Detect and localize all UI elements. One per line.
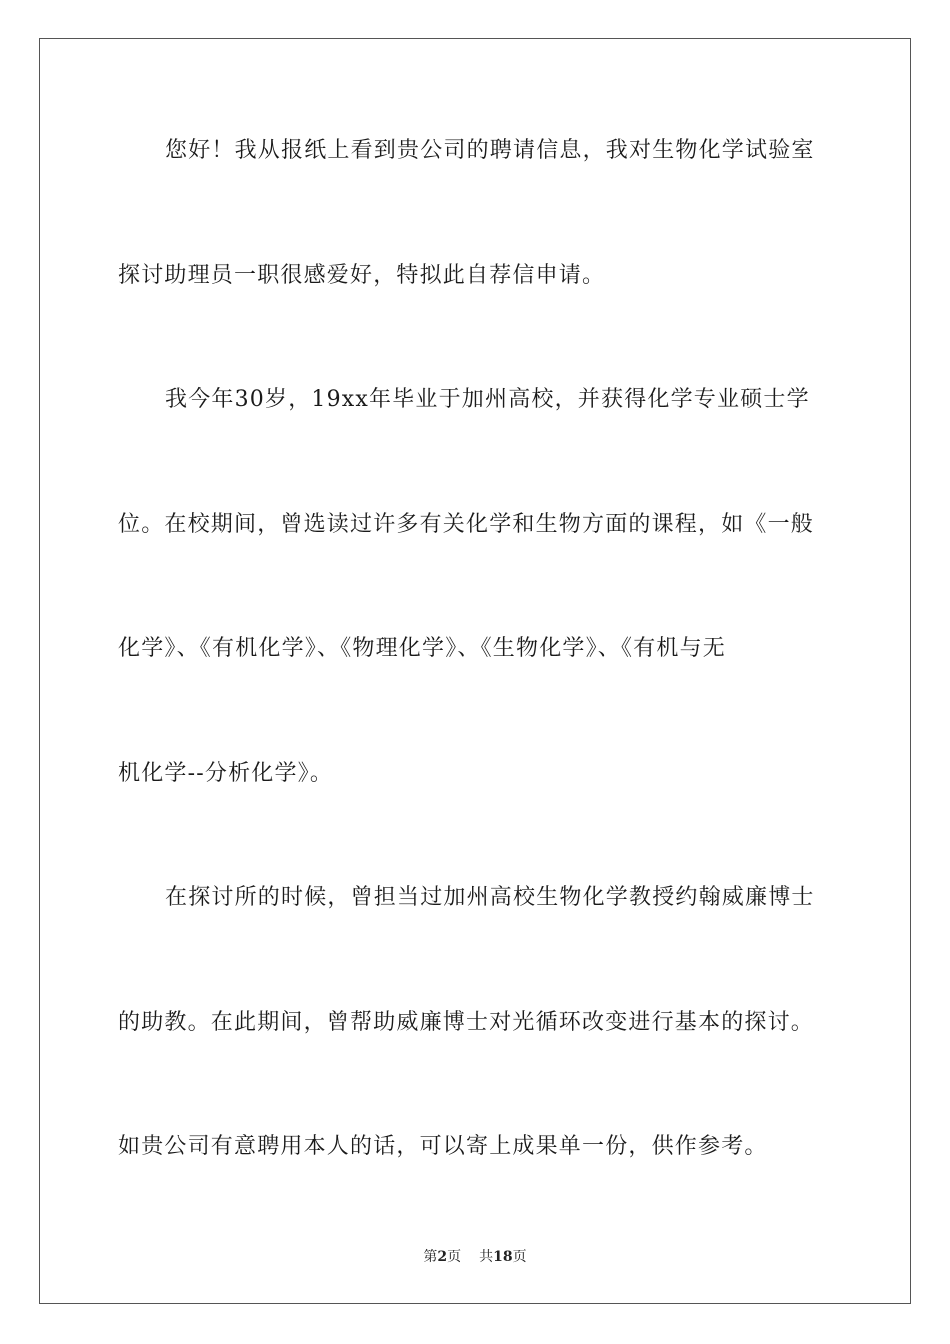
- paragraph-3-line-2: 的助教。在此期间，曾帮助威廉博士对光循环改变进行基本的探讨。: [118, 1010, 815, 1035]
- total-pages: 18: [493, 1249, 513, 1265]
- paragraph-1-line-1: 您好！我从报纸上看到贵公司的聘请信息，我对生物化学试验室: [165, 138, 815, 163]
- total-suffix: 页: [512, 1249, 527, 1265]
- page-border: [39, 38, 911, 1304]
- paragraph-3-line-1: 在探讨所的时候，曾担当过加州高校生物化学教授约翰威廉博士: [165, 885, 815, 910]
- page-suffix: 页: [447, 1249, 462, 1265]
- paragraph-3-line-3: 如贵公司有意聘用本人的话，可以寄上成果单一份，供作参考。: [118, 1134, 768, 1159]
- paragraph-2-line-3: 化学》、《有机化学》、《物理化学》、《生物化学》、《有机与无: [118, 636, 727, 661]
- paragraph-2-line-2: 位。在校期间，曾选读过许多有关化学和生物方面的课程，如《一般: [118, 512, 815, 537]
- page-footer: [0, 1247, 950, 1267]
- paragraph-1-line-2: 探讨助理员一职很感爱好，特拟此自荐信申请。: [118, 263, 606, 288]
- paragraph-2-line-1: 我今年30岁，19xx年毕业于加州高校，并获得化学专业硕士学: [165, 387, 810, 412]
- page-number: 2: [437, 1249, 448, 1265]
- total-prefix: 共: [479, 1249, 494, 1265]
- paragraph-2-line-4: 机化学--分析化学》。: [118, 761, 334, 786]
- page-prefix: 第: [423, 1249, 438, 1265]
